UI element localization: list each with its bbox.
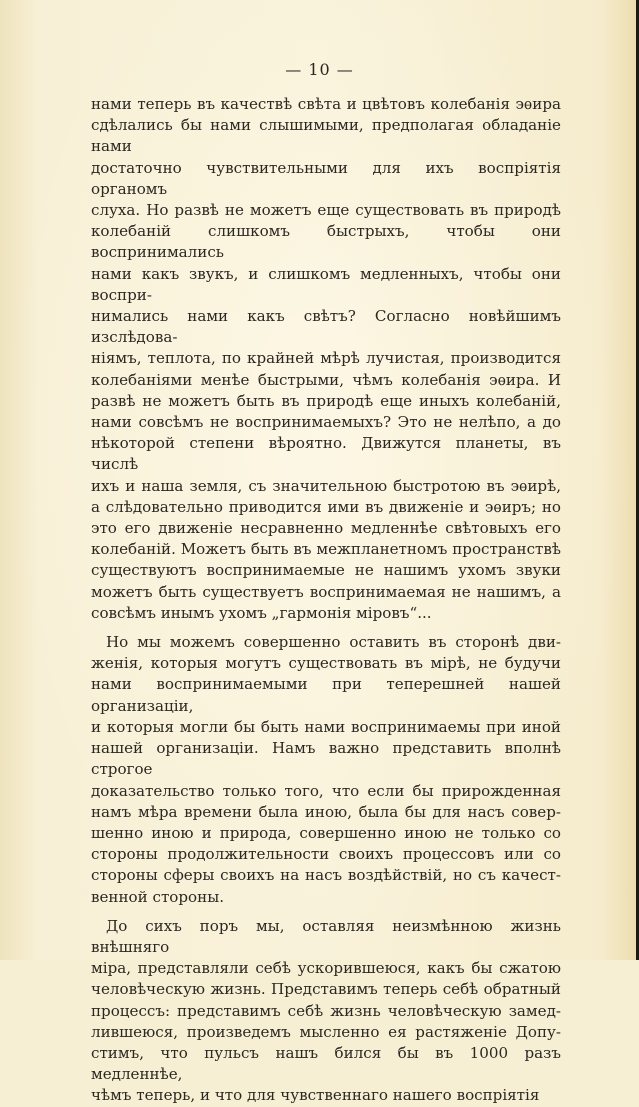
text-line: и которыя могли бы быть нами воспринимаемы при иной xyxy=(91,717,561,736)
text-line: это его движеніе несравненно медленнѣе свѣтовыхъ его xyxy=(91,519,561,538)
text-line: достаточно чувствительными для ихъ воспріятія органомъ xyxy=(91,158,561,198)
text-line: процессъ: представимъ себѣ жизнь человѣческую замед- xyxy=(91,1001,561,1020)
text-line: міра, представляли себѣ ускорившеюся, какъ бы сжатою xyxy=(91,959,561,978)
text-line: доказательство только того, что если бы прирожденная xyxy=(91,781,561,800)
text-line: нами воспринимаемыми при теперешней нашей организаціи, xyxy=(91,675,561,715)
text-line: стороны продолжительности своихъ процессовъ или со xyxy=(91,845,561,864)
text-line: а слѣдовательно приводится ими въ движеніе и эѳиръ; но xyxy=(91,497,561,516)
text-line: ніямъ, теплота, по крайней мѣрѣ лучистая, производится xyxy=(91,349,561,368)
text-line: совсѣмъ инымъ ухомъ „гармонія міровъ“... xyxy=(91,603,432,622)
text-line: намъ мѣра времени была иною, была бы для насъ совер- xyxy=(91,802,561,821)
text-line: колебаній. Можетъ быть въ межпланетномъ пространствѣ xyxy=(91,540,561,559)
text-line: нами какъ звукъ, и слишкомъ медленныхъ, чтобы они воспри- xyxy=(91,264,561,304)
text-line: До сихъ поръ мы, оставляя неизмѣнною жизнь внѣшняго xyxy=(91,916,561,956)
text-line: человѣческую жизнь. Представимъ теперь себѣ обратный xyxy=(91,980,561,999)
text-line: нами теперь въ качествѣ свѣта и цвѣтовъ колебанія эѳира xyxy=(91,95,561,113)
text-line: стороны сферы своихъ на насъ воздѣйствій, но съ качест- xyxy=(91,866,561,885)
text-line: Но мы можемъ совершенно оставить въ сторонѣ дви- xyxy=(106,633,561,652)
text-line: развѣ не можетъ быть въ природѣ еще иныхъ колебаній, xyxy=(91,391,561,410)
paragraph-gap xyxy=(91,908,561,916)
text-line: существуютъ воспринимаемые не нашимъ ухомъ звуки xyxy=(91,561,561,580)
text-line: нѣкоторой степени вѣроятно. Движутся планеты, въ числѣ xyxy=(91,434,561,474)
text-line: слуха. Но развѣ не можетъ еще существовать въ природѣ xyxy=(91,201,561,220)
text-line: сдѣлались бы нами слышимыми, предполагая обладаніе нами xyxy=(91,116,561,156)
text-line: можетъ быть существуетъ воспринимаемая не нашимъ, а xyxy=(91,582,561,601)
text-line: венной стороны. xyxy=(91,887,225,906)
text-line: стимъ, что пульсъ нашъ бился бы въ 1000 разъ медленнѣе, xyxy=(91,1043,561,1084)
paragraph-gap xyxy=(91,624,561,632)
page-number: — 10 — xyxy=(285,60,354,79)
text-line: лившеюся, произведемъ мысленно ея растяженіе Допу- xyxy=(91,1022,561,1041)
text-line: колебаніями менѣе быстрыми, чѣмъ колебанія эѳира. И xyxy=(91,370,561,389)
text-line: женія, которыя могутъ существовать въ мірѣ, не будучи xyxy=(91,654,561,673)
text-line: ихъ и наша земля, съ значительною быстротою въ эѳирѣ, xyxy=(91,476,561,495)
text-line: нимались нами какъ свѣтъ? Согласно новѣйшимъ изслѣдова- xyxy=(91,307,561,347)
text-line: нашей организаціи. Намъ важно представить вполнѣ строгое xyxy=(91,739,561,779)
text-line: колебаній слишкомъ быстрыхъ, чтобы они воспринимались xyxy=(91,222,561,262)
text-line: шенно иною и природа, совершенно иною не только со xyxy=(91,823,561,842)
text-line: нами совсѣмъ не воспринимаемыхъ? Это не нелѣпо, а до xyxy=(91,413,561,432)
text-line: чѣмъ теперь, и что для чувственнаго нашего воспріятія xyxy=(91,1086,540,1105)
body-text xyxy=(91,94,561,1107)
